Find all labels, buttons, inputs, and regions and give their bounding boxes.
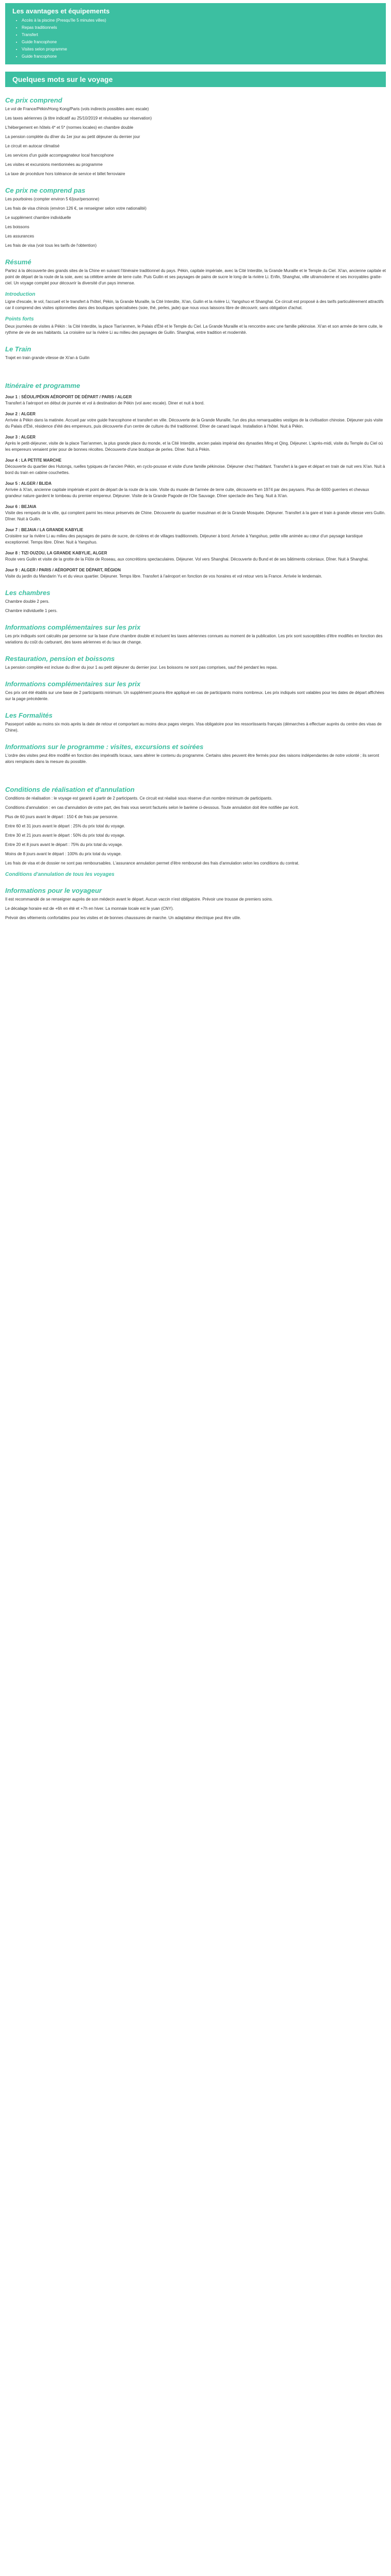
page xyxy=(0,0,391,921)
day-heading: Jour 6 : BEJAIA xyxy=(5,504,37,509)
list-item: • Transfert xyxy=(22,31,379,39)
list-item: • Accès à la piscine (Presqu'île 5 minutes villes) xyxy=(22,17,379,24)
list-item: • Repas traditionnels xyxy=(22,24,379,31)
day-heading: Jour 8 : TIZI OUZOU, LA GRANDE KABYLIE, ALGER xyxy=(5,551,107,555)
excl-line: Les frais de visa (voir tous les tarifs de l'obtention) xyxy=(5,243,97,248)
price-line: La taxe de procédure hors tolérance de service et billet ferroviaire xyxy=(5,172,125,176)
day-heading: Jour 5 : ALGER / BLIDA xyxy=(5,481,52,486)
price-line: Le vol de France/Pékin/Hong Kong/Paris (vols indirects possibles avec escale) xyxy=(5,107,149,111)
intro-title: Introduction xyxy=(5,292,36,297)
day-text: Visite du jardin du Mandarin Yu et du vieux quartier. Déjeuner. Temps libre. Transfert à l'aéroport en fonction de vos horaires et vol retour vers la France. Arrivée le lendemain. xyxy=(5,574,322,579)
summary-title: Résumé xyxy=(5,258,31,266)
price-line: Le circuit en autocar climatisé xyxy=(5,144,60,148)
day-heading: Jour 9 : ALGER / PARIS / AÉROPORT DE DÉPART, RÉGION xyxy=(5,568,121,572)
day-text: Après le petit-déjeuner, visite de la place Tian'anmen, la plus grande place du monde, et la Cité Interdite, ancien palais impérial des dynasties Ming et Qing. Déjeuner. L'après-midi, visite du Temple du Ciel où les empereurs venaient prier pour de bonnes récoltes. Découverte d'une boutique de perles. Dîner. Nuit à Pékin. xyxy=(5,441,383,452)
conditions-para: Moins de 8 jours avant le départ : 100% du prix total du voyage. xyxy=(5,852,122,856)
day-text: Découverte du quartier des Hutongs, ruelles typiques de l'ancien Pékin, en cyclo-pousse et visite d'une famille pékinoise. Déjeuner chez l'habitant. Transfert à la gare et départ en train de nuit vers Xi'an. Nuit à bord du train en cabine couchettes. xyxy=(5,464,385,475)
conditions-title: Conditions de réalisation et d'annulation xyxy=(5,786,135,793)
conditions-para: Entre 30 et 21 jours avant le départ : 50% du prix total du voyage. xyxy=(5,833,125,838)
price-line: Les taxes aériennes (à titre indicatif au 25/10/2019 et révisables sur réservation) xyxy=(5,116,152,121)
excl-line: Les pourboires (compter environ 5 €/jour/personne) xyxy=(5,197,100,201)
excl-line: Les assurances xyxy=(5,234,35,239)
advantages-list xyxy=(12,17,379,60)
room-line: Chambre double 2 pers. xyxy=(5,599,50,604)
day-text: Route vers Guilin et visite de la grotte de la Flûte de Roseau, aux concrétions spectaculaires. Déjeuner. Vol vers Shanghai. Découverte du Bund et de ses bâtiments coloniaux. Dîner. Nuit à Shanghai. xyxy=(5,557,369,562)
excl-line: Les frais de visa chinois (environ 126 €, se renseigner selon votre nationalité) xyxy=(5,206,146,211)
catering-title: Restauration, pension et boissons xyxy=(5,655,115,663)
price-info-text: Les prix indiqués sont calculés par personne sur la base d'une chambre double et incluent les taxes aériennes connues au moment de la publication. Les prix sont susceptibles d'être modifiés en fonction des variations du coût du carburant, des taxes aériennes et du taux de change. xyxy=(5,634,383,645)
list-item: • Guide francophone xyxy=(22,39,379,46)
price-line: Les visites et excursions mentionnées au programme xyxy=(5,162,103,167)
conditions-para: Entre 60 et 31 jours avant le départ : 25% du prix total du voyage. xyxy=(5,824,125,828)
price-line: L'hébergement en hôtels 4* et 5* (normes locales) en chambre double xyxy=(5,125,134,130)
train-line: Trajet en train grande vitesse de Xi'an à Guilin xyxy=(5,355,90,360)
intro-text: Ligne d'escale, le vol, l'accueil et le transfert à l'hôtel, Pékin, la Grande Muraille, la Cité Interdite, Xi'an, Guilin et la rivière Li, Yangshuo et Shanghai. Ce circuit est proposé à des tarifs particulièrement attractifs car il comprend des visites optionnelles dans des boutiques spécialisées (soie, thé, perles, jade) que nous vous laissons libre de découvrir, sans obligation d'achat. xyxy=(5,299,384,310)
day-text: Croisière sur la rivière Li au milieu des paysages de pains de sucre, de rizières et de villages traditionnels. Déjeuner à bord. Arrivée à Yangshuo, petite ville animée au cœur d'un paysage karstique exceptionnel. Temps libre. Dîner. Nuit à Yangshuo. xyxy=(5,534,363,545)
conditions-para: Plus de 60 jours avant le départ : 150 € de frais par personne. xyxy=(5,815,119,819)
day-heading: Jour 1 : SÉOUL/PÉKIN AÉROPORT DE DÉPART / PARIS / ALGER xyxy=(5,395,132,399)
price-info2-title: Informations complémentaires sur les prix xyxy=(5,680,141,688)
summary-text: Partez à la découverte des grands sites de la Chine en suivant l'itinéraire traditionnel du pays. Pékin, capitale impériale, avec la Cité Interdite, la Grande Muraille et le Temple du Ciel. Xi'an, ancienne capitale et point de départ de la route de la soie, avec sa célèbre armée de terre cuite. Puis Guilin et ses paysages de pains de sucre le long de la rivière Li. Enfin, Shanghai, ville ultramoderne et ses incroyables gratte-ciel. Un voyage complet pour découvrir la diversité d'un pays immense. xyxy=(5,268,386,285)
price-includes-title: Ce prix comprend xyxy=(5,96,62,104)
train-title: Le Train xyxy=(5,345,31,353)
price-info2-text: Ces prix ont été établis sur une base de 2 participants minimum. Un supplément pourra être appliqué en cas de participants moins nombreux. Les prix indiqués sont valables pour les dates de départ affichées sur la page précédente. xyxy=(5,690,384,701)
excl-line: Les boissons xyxy=(5,225,29,229)
price-excludes-title: Ce prix ne comprend pas xyxy=(5,187,86,194)
traveler-info-title: Informations pour le voyageur xyxy=(5,887,102,894)
room-line: Chambre individuelle 1 pers. xyxy=(5,608,58,613)
price-info-title: Informations complémentaires sur les prix xyxy=(5,623,141,631)
advantages-title: Les avantages et équipements xyxy=(12,7,110,15)
formalities-title: Les Formalités xyxy=(5,711,53,719)
day-heading: Jour 2 : ALGER xyxy=(5,412,36,416)
trip-header-bar: Quelques mots sur le voyage xyxy=(5,72,386,87)
day-heading: Jour 7 : BEJAIA / LA GRANDE KABYLIE xyxy=(5,528,84,532)
catering-text: La pension complète est incluse du dîner du jour 1 au petit déjeuner du dernier jour. Les boissons ne sont pas comprises, sauf thé pendant les repas. xyxy=(5,665,278,670)
day-text: Visite des remparts de la ville, qui comptent parmi les mieux préservés de Chine. Découverte du quartier musulman et de la Grande Mosquée. Déjeuner. Transfert à la gare et train à grande vitesse vers Guilin. Dîner. Nuit à Guilin. xyxy=(5,511,386,521)
conditions-para: Conditions d'annulation : en cas d'annulation de votre part, des frais vous seront facturés selon le barème ci-dessous. Toute annulation doit être notifiée par écrit. xyxy=(5,805,299,810)
rooms-title: Les chambres xyxy=(5,589,51,597)
day-text: Arrivée à Pékin dans la matinée. Accueil par votre guide francophone et transfert en ville. Découverte de la Grande Muraille, l'un des plus remarquables vestiges de la civilisation chinoise. Déjeuner puis visite du Palais d'Été, résidence d'été des empereurs, puis découverte d'un centre de culture du thé traditionnel. Dîner de canard laqué. Installation à l'hôtel. Nuit à Pékin. xyxy=(5,418,383,429)
itinerary-title: Itinéraire et programme xyxy=(5,382,80,389)
conditions-para: Les frais de visa et de dossier ne sont pas remboursables. L'assurance annulation permet d'être remboursé des frais d'annulation selon les conditions du contrat. xyxy=(5,861,300,866)
conditions-para: Entre 20 et 8 jours avant le départ : 75% du prix total du voyage. xyxy=(5,842,123,847)
traveler-para: Prévoir des vêtements confortables pour les visites et de bonnes chaussures de marche. Un adaptateur électrique peut être utile. xyxy=(5,916,241,920)
price-line: La pension complète du dîner du 1er jour au petit déjeuner du dernier jour xyxy=(5,134,140,139)
conditions-para: Conditions de réalisation : le voyage est garanti à partir de 2 participants. Ce circuit est réalisé sous réserve d'un nombre minimum de participants. xyxy=(5,796,273,801)
highlights-title: Points forts xyxy=(5,316,34,322)
traveler-para: Le décalage horaire est de +6h en été et +7h en hiver. La monnaie locale est le yuan (CNY). xyxy=(5,906,174,911)
excl-line: Le supplément chambre individuelle xyxy=(5,215,71,220)
day-text: Arrivée à Xi'an, ancienne capitale impériale et point de départ de la route de la soie. Visite du musée de l'armée de terre cuite, découverte en 1974 par des paysans. Plus de 6000 guerriers et chevaux grandeur nature gardent le tombeau du premier empereur. Déjeuner. Visite de la Grande Pagode de l'Oie Sauvage. Dîner spectacle des Tang. Nuit à Xi'an. xyxy=(5,487,369,498)
day-heading: Jour 3 : ALGER xyxy=(5,435,36,439)
day-text: Transfert à l'aéroport en début de journée et vol à destination de Pékin (vol avec escale). Diner et nuit à bord. xyxy=(5,401,205,405)
traveler-para: Il est recommandé de se renseigner auprès de son médecin avant le départ. Aucun vaccin n'est obligatoire. Prévoir une trousse de premiers soins. xyxy=(5,897,273,902)
list-item: • Guide francophone xyxy=(22,53,379,60)
program-info-text: L'ordre des visites peut être modifié en fonction des impératifs locaux, sans altérer le contenu du programme. Certains sites peuvent être fermés pour des raisons indépendantes de notre volonté ; ils seront alors remplacés dans la mesure du possible. xyxy=(5,753,380,764)
list-item: • Visites selon programme xyxy=(22,46,379,53)
highlights-text: Deux journées de visites à Pékin : la Cité Interdite, la place Tian'anmen, le Palais d'Été et le Temple du Ciel. La Grande Muraille et la rencontre avec une famille pékinoise. Xi'an et son armée de terre cuite, le rythme de vie de ses habitants. La croisière sur la rivière Li au milieu des paysages de Guilin. Shanghai, entre tradition et modernité. xyxy=(5,324,383,335)
price-line: Les services d'un guide accompagnateur local francophone xyxy=(5,153,114,158)
advantages-panel xyxy=(5,3,386,64)
cancellation-note: Conditions d'annulation de tous les voyages xyxy=(5,872,115,877)
program-info-title: Informations sur le programme : visites, excursions et soirées xyxy=(5,743,204,751)
formalities-text: Passeport valide au moins six mois après la date de retour et comportant au moins deux pages vierges. Visa obligatoire pour les ressortissants français (démarches à effectuer auprès du centre des visas de Chine). xyxy=(5,722,382,733)
day-heading: Jour 4 : LA PETITE MARCHE xyxy=(5,458,62,463)
